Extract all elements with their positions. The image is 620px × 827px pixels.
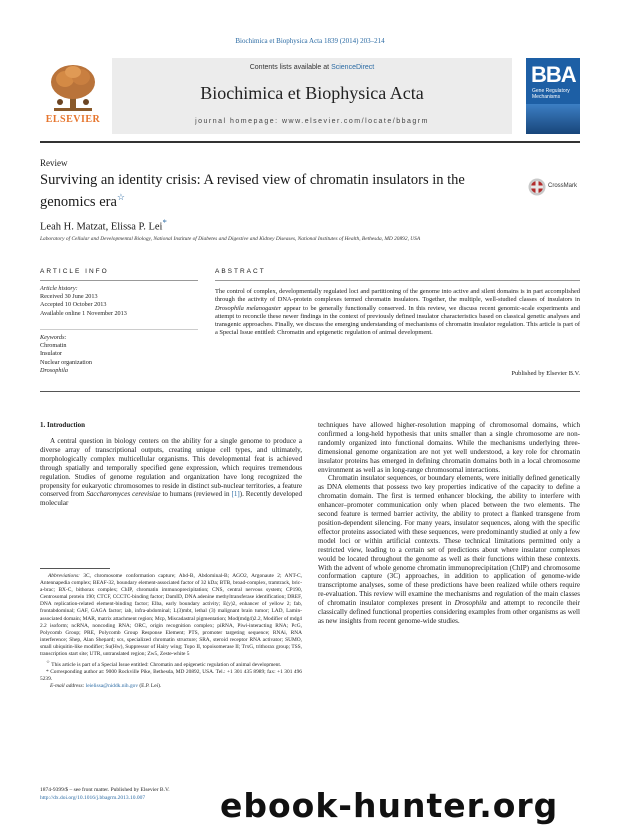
masthead-divider	[40, 141, 580, 143]
intro-text: A central question in biology centers on the ability for a single genome to produce a diverse array of transcriptional outputs, creating unique cell types, and ultimately, morphologically complex multicellular organisms. This developmental feat is achieved through spatially and temporally specified gene expression, which requires tremendous regulation. Studies of genome regulation and organization have long recognized the propensity for eukaryotic chromosomes to reside in distinct sub-nuclear territories, a feature conserved from	[40, 437, 302, 499]
author-list	[40, 217, 167, 233]
intro-text: to humans (reviewed in	[160, 490, 232, 499]
journal-title: Biochimica et Biophysica Acta	[200, 83, 424, 103]
email-label: E-mail address:	[50, 683, 85, 690]
cover-graphic	[526, 104, 580, 134]
special-issue-text: This article is part of a Special Issue entitled: Chromatin and epigenetic regulation of animal development.	[50, 661, 282, 668]
article-history	[40, 285, 198, 318]
article-title	[40, 172, 470, 211]
footnotes	[40, 573, 302, 690]
contents-line	[112, 64, 512, 71]
abbreviations-label: Abbreviations:	[48, 573, 80, 579]
copyright-block	[40, 787, 170, 802]
keyword: Chromatin	[40, 342, 67, 350]
abstract-species: Drosophila melanogaster	[215, 304, 282, 312]
intro-paragraph-3	[318, 474, 580, 625]
journal-masthead	[40, 58, 580, 138]
abbreviations-text: 3C, chromosome conformation capture; Abd-B, Abdominal-B; AGO2, Argonaute 2; ANT-C, Antennapedia complex; BEAF-32, boundary element-associated factor of 32 kDa; BTB, broad-complex, tramtrack, bric-a-brac; BX-C, bithorax complex; ChIP, chromatin immunoprecipitation; CNS, central nervous system; CP190, Centrosomal protein 190; CTCF, CCCTC-binding factor; DamID, DNA adenine methyltransferase identification; DREF, DNA replication-related element-binding factor; Elba, early boundary activity; E(y)2, enhancer of yellow 2; fab, frontabdominal; GAF, GAGA factor; iab, infra-abdominal; L(3)mbt, lethal (3) malignant brain tumor; LAD, Lamin-associated domain; MAR, matrix attachment region; Mcp, Miscadastral pigmentation; Mod(mdg4)2.2, Modifier of mdg4 2.2 isoform; ncRNA, noncoding RNA; ORC, origin recognition complex; piRNA, Piwi-interacting RNA; PcG, Polycomb Group; PRE, Polycomb Group Response Element; PTS, promoter targeting sequence; RNAi, RNA interference; Shep, Alan Shepard; scs, specialized chromatin structure; SRA, steroid receptor RNA activator; SUMO, small ubiquitin-like modifier; Su(Hw), Suppressor of Hairy wing; Topo II, topoisomerase II; TrxG, trithorax group; TSS, transcription start site; UTR, untranslated region; Zw5, Zeste-white 5	[40, 573, 302, 658]
introduction-left-column	[40, 437, 302, 508]
introduction-heading: 1. Introduction	[40, 421, 85, 429]
history-received: Received 30 June 2013	[40, 293, 98, 301]
corresponding-footnote	[40, 669, 302, 683]
introduction-right-column	[318, 421, 580, 626]
elsevier-tree-icon	[48, 62, 98, 114]
keywords-label: Keywords:	[40, 334, 67, 341]
journal-homepage-link[interactable]: journal homepage: www.elsevier.com/locate/bbagrm	[195, 118, 429, 125]
intro-paragraph-2: techniques have allowed higher-resolution mapping of chromosomal domains, which confirmed a long-held hypothesis that units smaller than a single chromosome are non-randomly organized into functional domains. While the mechanisms underlying three-dimensional genome organization are not yet well understood, a key role for chromatin insulator proteins has emerged in defining chromatin domains both in a local chromosome environment as well as in long-range chromosomal interactions.	[318, 421, 580, 474]
contents-prefix: Contents lists available at	[249, 64, 332, 71]
keyword: Insulator	[40, 350, 62, 358]
title-line-2: genomics era	[40, 193, 117, 210]
special-issue-footnote	[40, 658, 302, 669]
species-name: Saccharomyces cerevisiae	[86, 490, 161, 499]
intro-paragraph-1	[40, 437, 302, 508]
footnote-rule	[40, 568, 110, 569]
history-label: Article history:	[40, 285, 78, 292]
elsevier-wordmark: ELSEVIER	[45, 114, 101, 125]
watermark: ebook-hunter.org	[220, 786, 559, 825]
copyright-line: 1874-9399/$ – see front matter. Published by Elsevier B.V.	[40, 787, 170, 793]
elsevier-logo[interactable]	[40, 62, 106, 134]
keyword: Drosophila	[40, 366, 68, 374]
authors-names: Leah H. Matzat, Elissa P. Lei	[40, 221, 163, 233]
intro-text: and attempt to reconcile their classically defined functional properties considering examples from other organisms as well as new insights from recent genome-wide studies.	[318, 599, 580, 625]
abstract-rule	[215, 280, 580, 281]
title-footnote-mark[interactable]: ☆	[116, 192, 125, 202]
special-issue-mark: ☆	[46, 659, 51, 665]
doi-link[interactable]: http://dx.doi.org/10.1016/j.bbagrm.2013.10.007	[40, 794, 146, 801]
abbreviations-footnote	[40, 573, 302, 658]
keyword: Nuclear organization	[40, 358, 92, 366]
email-footnote	[40, 683, 302, 690]
intro-text: Chromatin insulator sequences, or boundary elements, were initially defined genetically as DNA elements that possess two key properties indicative of the capacity to define a chromatin domain. The first is termed enhancer blocking, the ability to interfere with enhancer–promoter communication only when placed between the two elements. The second feature is termed barrier activity, the ability to protect a flanked transgene from position-dependent silencing. For many years, insulator sequences, along with the specific effector proteins associated with these sequences, were predominantly studied at only a few model loci or within artificial contexts. These technical limitations permitted only a restricted view, leading to a certain set of predictions about where insulator complexes would be located throughout the genome as well as their functions within these contexts. With the advent of whole genome chromatin immunoprecipitation (ChIP) and chromosome conformation capture (3C) approaches, in addition to application of genome-wide transcriptome analyses, some of these predictions have been realized while others require re-evaluation. This review will examine the mechanisms and regulation of the main classes of chromatin insulator complexes present in	[318, 474, 580, 608]
sciencedirect-link[interactable]: ScienceDirect	[331, 64, 375, 71]
keywords-block	[40, 334, 198, 375]
abstract-text-2: appear to be generally functionally conserved. In this review, we discuss recent genomic-scale experiments and attempt to reconcile these newer findings in the context of previously defined insulator characteristics based on classical genetic analyses and transgenic approaches. Finally, we discuss the emerging understanding of mechanisms of chromatin insulator regulation. This article is part of a Special Issue entitled: Chromatin and epigenetic regulation of animal development.	[215, 304, 580, 337]
author-affiliation: Laboratory of Cellular and Developmental Biology, National Institute of Diabetes and Digestive and Kidney Diseases, National Institutes of Health, Bethesda, MD 20892, USA	[40, 236, 421, 242]
journal-cover-image[interactable]	[526, 58, 580, 134]
email-suffix: (E.P. Lei).	[138, 683, 162, 690]
intro-text: ). Recently developed molecular	[40, 490, 303, 508]
cover-subtitle: Gene Regulatory Mechanisms	[532, 88, 570, 100]
cover-title: BBA	[531, 62, 576, 87]
article-info-heading: ARTICLE INFO	[40, 268, 109, 275]
crossmark-icon	[528, 178, 546, 196]
title-line-1: Surviving an identity crisis: A revised view of chromatin insulators in the	[40, 172, 465, 188]
history-online: Available online 1 November 2013	[40, 309, 127, 317]
front-matter-rule	[40, 391, 580, 392]
journal-citation[interactable]: Biochimica et Biophysica Acta 1839 (2014) 203–214	[235, 37, 385, 45]
article-info-rule	[40, 280, 198, 281]
abstract-body	[215, 288, 580, 338]
keywords-rule	[40, 329, 198, 330]
reference-link[interactable]: [1]	[231, 490, 240, 499]
journal-banner	[112, 58, 512, 134]
crossmark-badge[interactable]	[528, 178, 580, 196]
email-link[interactable]: leielissa@niddk.nih.gov	[85, 683, 139, 690]
species-name: Drosophila	[454, 599, 487, 608]
corresponding-author-mark[interactable]: *	[162, 217, 167, 227]
crossmark-label: CrossMark	[548, 183, 578, 189]
history-accepted: Accepted 10 October 2013	[40, 301, 107, 309]
published-by: Published by Elsevier B.V.	[511, 370, 580, 377]
abstract-text-1: The control of complex, developmentally regulated loci and partitioning of the genome into active and silent domains is in part accomplished through the activity of DNA-protein complexes termed chromatin insulators. Together, the multiple, well-studied classes of insulators in	[215, 288, 580, 304]
corresponding-mark: *	[46, 669, 49, 676]
corresponding-text: Corresponding author at: 9000 Rockville Pike, Bethesda, MD 20892, USA. Tel.: +1 301 435 8989; fax: +1 301 496 5239.	[40, 669, 302, 683]
article-type: Review	[40, 158, 68, 168]
abstract-heading: ABSTRACT	[215, 268, 266, 275]
